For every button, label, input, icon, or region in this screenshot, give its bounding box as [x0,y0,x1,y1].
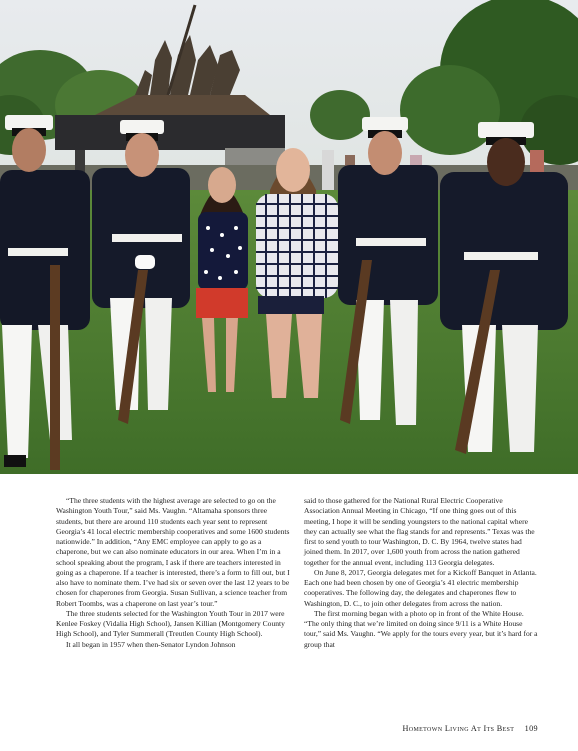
paragraph: “The three students with the highest average are selected to go on the Washington Youth Tour,” said Ms. Vaughn. “Altamaha sponsors three students, but there are around 110 students each year sent to represent Georgia’s 41 local electric membership cooperatives and some 1600 students nationwide.” In addition, “Any EMC employee can apply to go as a chaperone, but we can also nominate educators in our area. When I’m in a school speaking about the program, I ask if there are teachers interested in going as a chaperone. If a teacher is interested, there’s a form to fill out, but I also have to nominate them. I’ve had six or seven over the last 12 years to be chosen for chaperones from Georgia. Susan Sullivan, a science teacher from Robert Toombs, was a chaperone on last year’s tour.” [56,496,290,608]
article-column-right [304,496,539,650]
paragraph: It all began in 1957 when then-Senator Lyndon Johnson [66,639,236,649]
article-column-left [56,496,294,650]
paragraph: The first morning began with a photo op in front of the White House. “The only thing that we’re limited on doing since 9/11 is a White House tour,” said Ms. Vaughn. “We apply for the tours every year, but it’s hard for a group that [304,608,538,649]
page-number: 109 [524,724,538,733]
paragraph: The three students selected for the Washington Youth Tour in 2017 were Kenlee Foskey (Vidalia High School), Jansen Killian (Montgomery County High School), and Tyler Summerall (Treutlen County High School). [56,608,285,639]
paragraph: said to those gathered for the National Rural Electric Cooperative Association Annual Meeting in Chicago, “If one thing goes out of this meeting, I hope it will be sending youngsters to the national capital where they can actually see what the flag stands for and represents.” Texas was the first to send youth to tour Washington, D. C. By 1964, twelve states had joined them. In 2017, over 1,600 youth from across the nation gathered together for the annual event, including 113 Georgia delegates. [304,496,535,567]
paragraph: On June 8, 2017, Georgia delegates met for a Kickoff Banquet in Atlanta. Each one had been chosen by one of Georgia’s 41 electric membership cooperatives. The following day, the delegates and chaperones flew to Washington, D. C., to join other delegates from across the nation. [304,567,537,608]
magazine-name: Hometown Living At Its Best [402,724,515,733]
page-footer [403,724,539,733]
